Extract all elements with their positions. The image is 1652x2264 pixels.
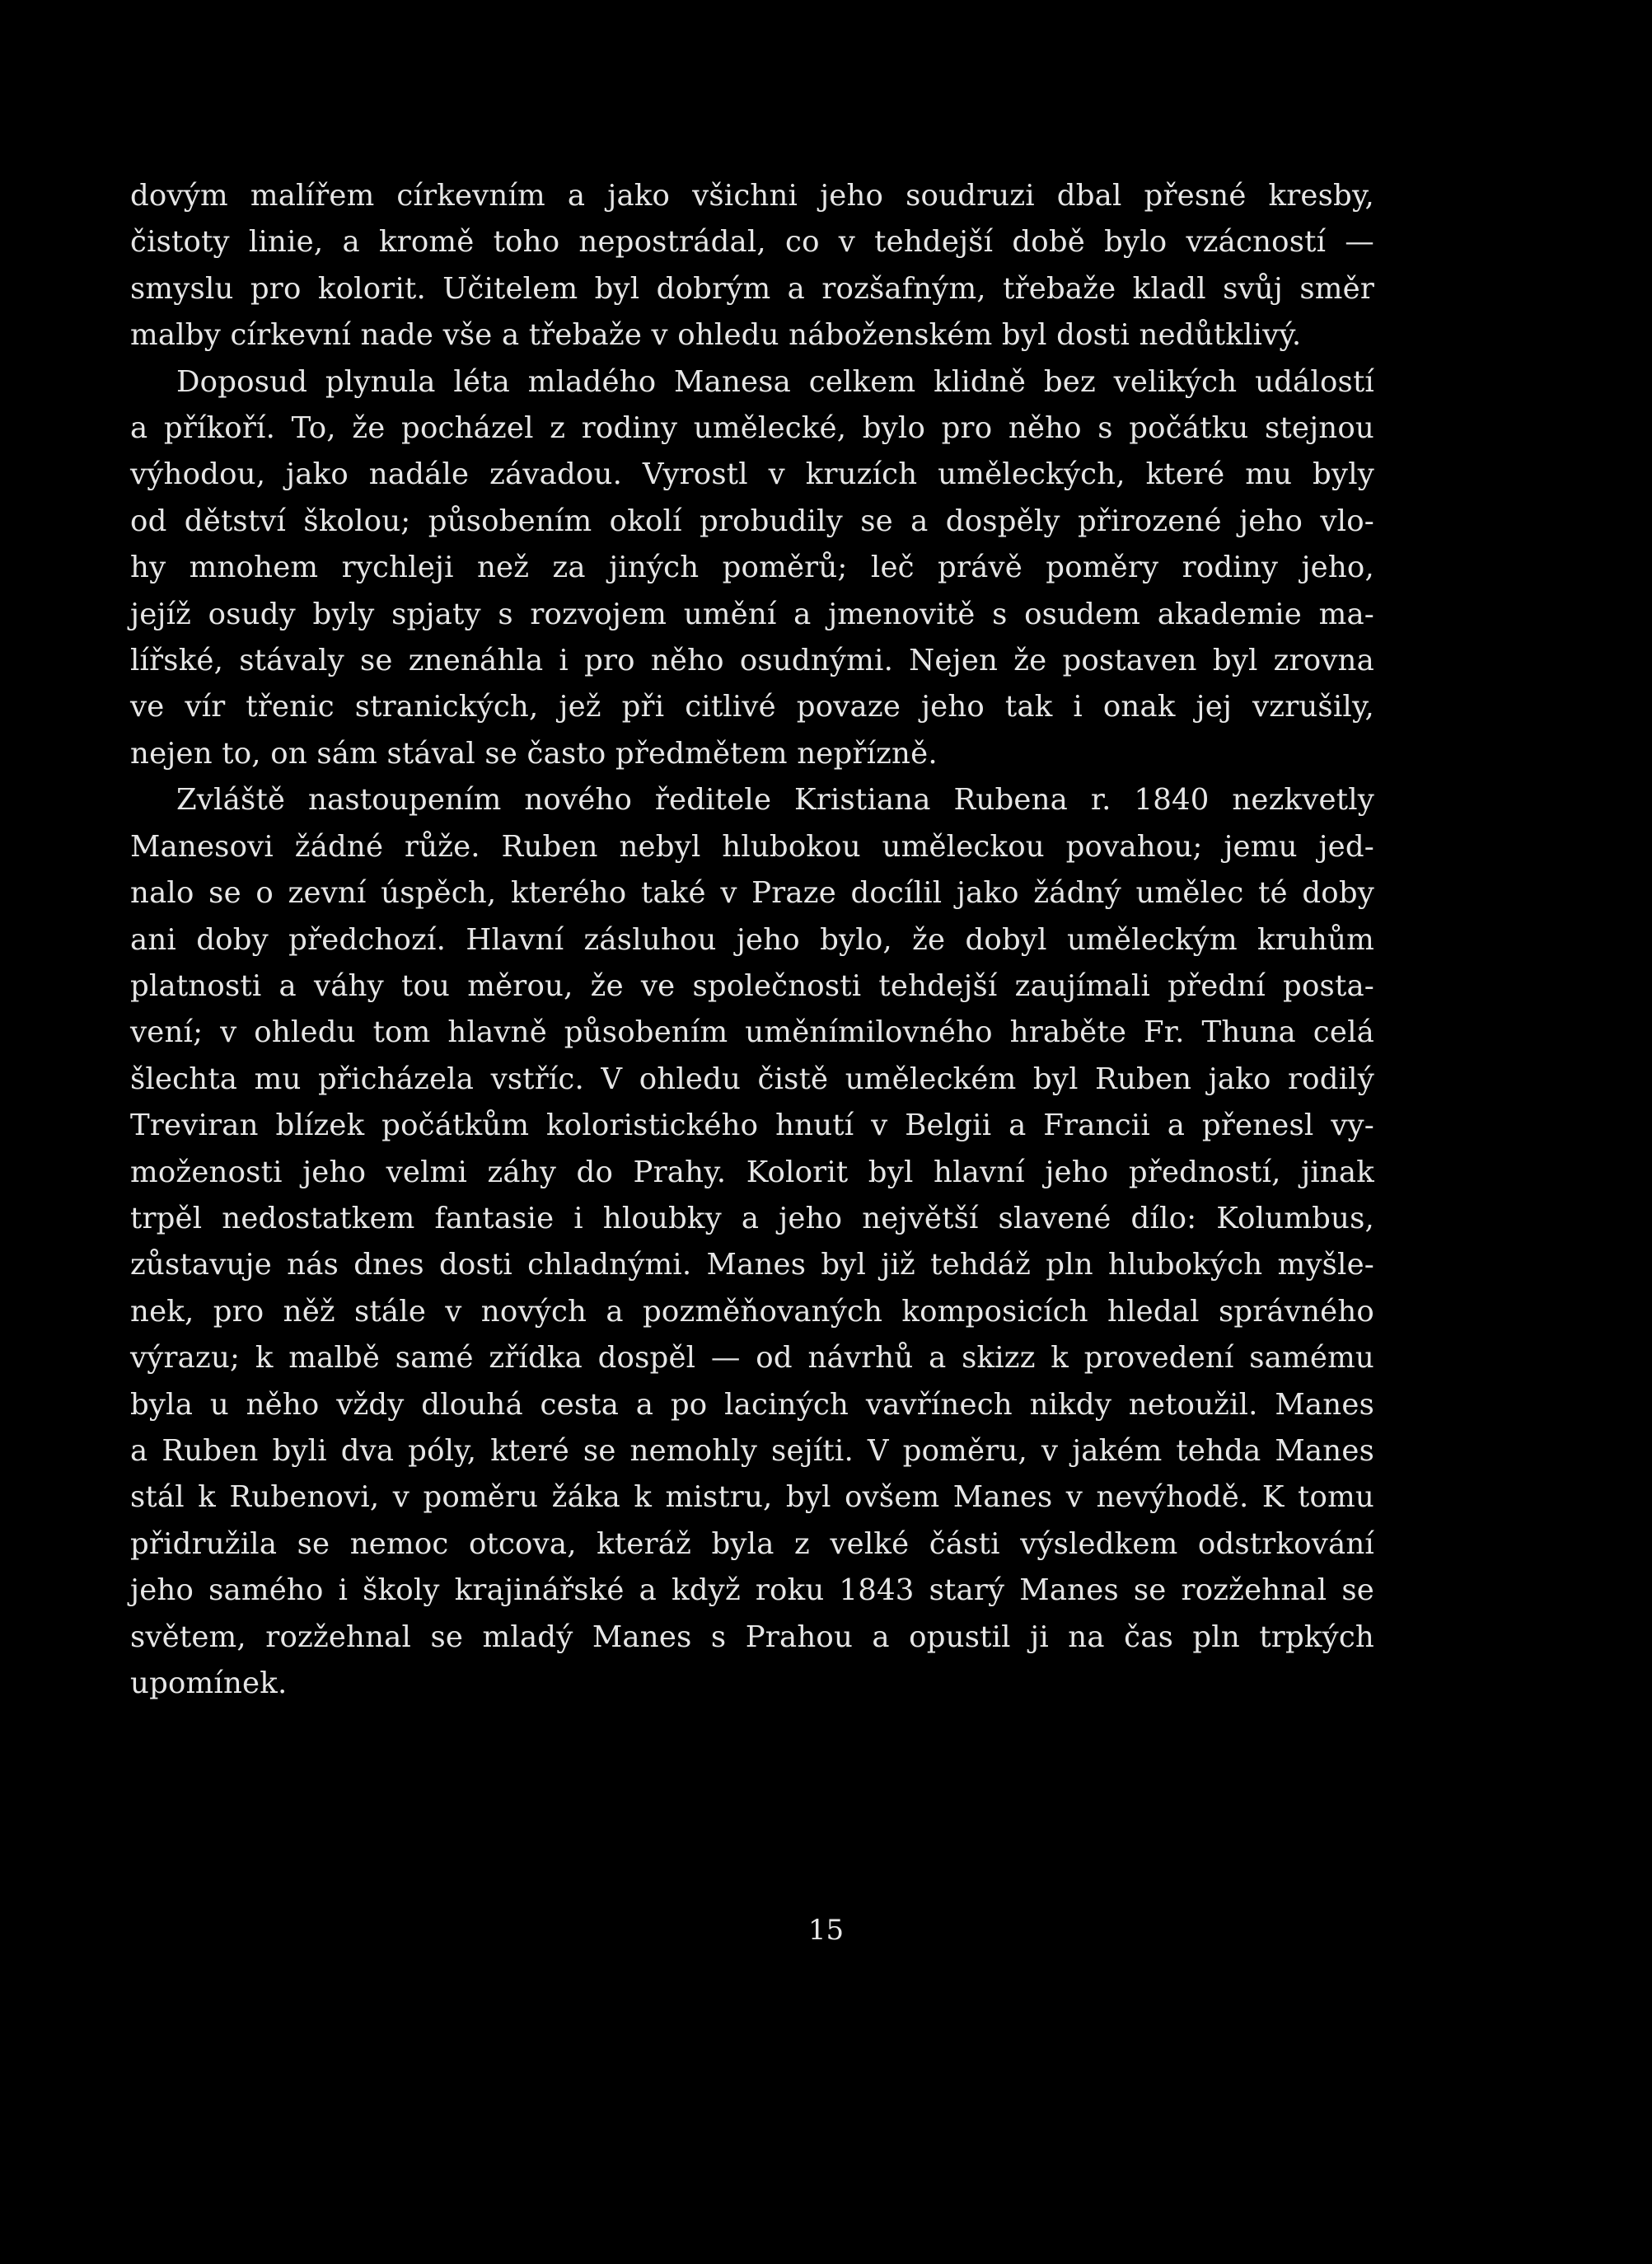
text-line: hy mnohem rychleji než za jiných poměrů; leč právě poměry rodiny jeho, (130, 551, 1374, 585)
text-line: nejen to, on sám stával se často předmětem nepřízně. (130, 736, 938, 771)
text-line: a Ruben byli dva póly, které se nemohly sejíti. V poměru, v jakém tehda Manes (130, 1433, 1374, 1468)
paragraph-2 (130, 359, 1374, 778)
text-line: výhodou, jako nadále závadou. Vyrostl v kruzích uměleckých, které mu byly (130, 457, 1374, 492)
text-line: čistoty linie, a kromě toho nepostrádal, co v tehdejší době bylo vzácností — (130, 225, 1374, 260)
text-line: jejíž osudy byly spjaty s rozvojem umění a jmenovitě s osudem akademie ma- (130, 597, 1374, 631)
text-line: Zvláště nastoupením nového ředitele Kristiana Rubena r. 1840 nezkvetly (176, 783, 1374, 818)
text-line: smyslu pro kolorit. Učitelem byl dobrým a rozšafným, třebaže kladl svůj směr (130, 271, 1374, 306)
text-line: trpěl nedostatkem fantasie i hloubky a jeho největší slavené dílo: Kolumbus, (130, 1201, 1374, 1235)
text-line: světem, rozžehnal se mladý Manes s Prahou a opustil ji na čas pln trpkých (130, 1619, 1374, 1654)
text-line: stál k Rubenovi, v poměru žáka k mistru, byl ovšem Manes v nevýhodě. K tomu (130, 1480, 1374, 1515)
text-line: moženosti jeho velmi záhy do Prahy. Kolorit byl hlavní jeho předností, jinak (130, 1155, 1374, 1189)
page-number: 15 (807, 1914, 845, 1947)
text-line: zůstavuje nás dnes dosti chladnými. Manes byl již tehdáž pln hlubokých myšle- (130, 1248, 1374, 1282)
text-line: Doposud plynula léta mladého Manesa celkem klidně bez velikých událostí (176, 364, 1374, 399)
text-line: výrazu; k malbě samé zřídka dospěl — od návrhů a skizz k provedení samému (130, 1341, 1374, 1376)
text-line: od dětství školou; působením okolí probudily se a dospěly přirozené jeho vlo- (130, 504, 1374, 538)
text-line: nalo se o zevní úspěch, kterého také v Praze docílil jako žádný umělec té doby (130, 876, 1374, 911)
paragraph-3 (130, 777, 1374, 1707)
text-line: nek, pro něž stále v nových a pozměňovaných komposicích hledal správného (130, 1294, 1374, 1329)
text-line: vení; v ohledu tom hlavně působením uměnímilovného hraběte Fr. Thuna celá (130, 1015, 1374, 1050)
text-line: a příkoří. To, že pocházel z rodiny umělecké, bylo pro něho s počátku stejnou (130, 411, 1374, 446)
text-line: byla u něho vždy dlouhá cesta a po laciných vavřínech nikdy netoužil. Manes (130, 1387, 1374, 1422)
text-line: jeho samého i školy krajinářské a když roku 1843 starý Manes se rozžehnal se (130, 1573, 1374, 1608)
body-text (130, 173, 1374, 1707)
text-line: ve vír třenic stranických, jež při citlivé povaze jeho tak i onak jej vzrušily, (130, 690, 1374, 724)
text-line: malby církevní nade vše a třebaže v ohledu náboženském byl dosti nedůtklivý. (130, 318, 1302, 353)
text-line: přidružila se nemoc otcova, kteráž byla z velké části výsledkem odstrkování (130, 1526, 1374, 1561)
text-line: Treviran blízek počátkům koloristického hnutí v Belgii a Francii a přenesl vy- (130, 1109, 1374, 1143)
text-line: platnosti a váhy tou měrou, že ve společnosti tehdejší zaujímali přední posta- (130, 968, 1374, 1003)
paragraph-1 (130, 173, 1374, 359)
text-line: šlechta mu přicházela vstříc. V ohledu čistě uměleckém byl Ruben jako rodilý (130, 1062, 1374, 1096)
text-line: ani doby předchozí. Hlavní zásluhou jeho bylo, že dobyl uměleckým kruhům (130, 922, 1374, 957)
text-line: lířské, stávaly se znenáhla i pro něho osudnými. Nejen že postaven byl zrovna (130, 644, 1374, 678)
text-line: Manesovi žádné růže. Ruben nebyl hlubokou uměleckou povahou; jemu jed- (130, 829, 1374, 864)
text-line: dovým malířem církevním a jako všichni jeho soudruzi dbal přesné kresby, (130, 179, 1374, 213)
text-line: upomínek. (130, 1666, 288, 1700)
